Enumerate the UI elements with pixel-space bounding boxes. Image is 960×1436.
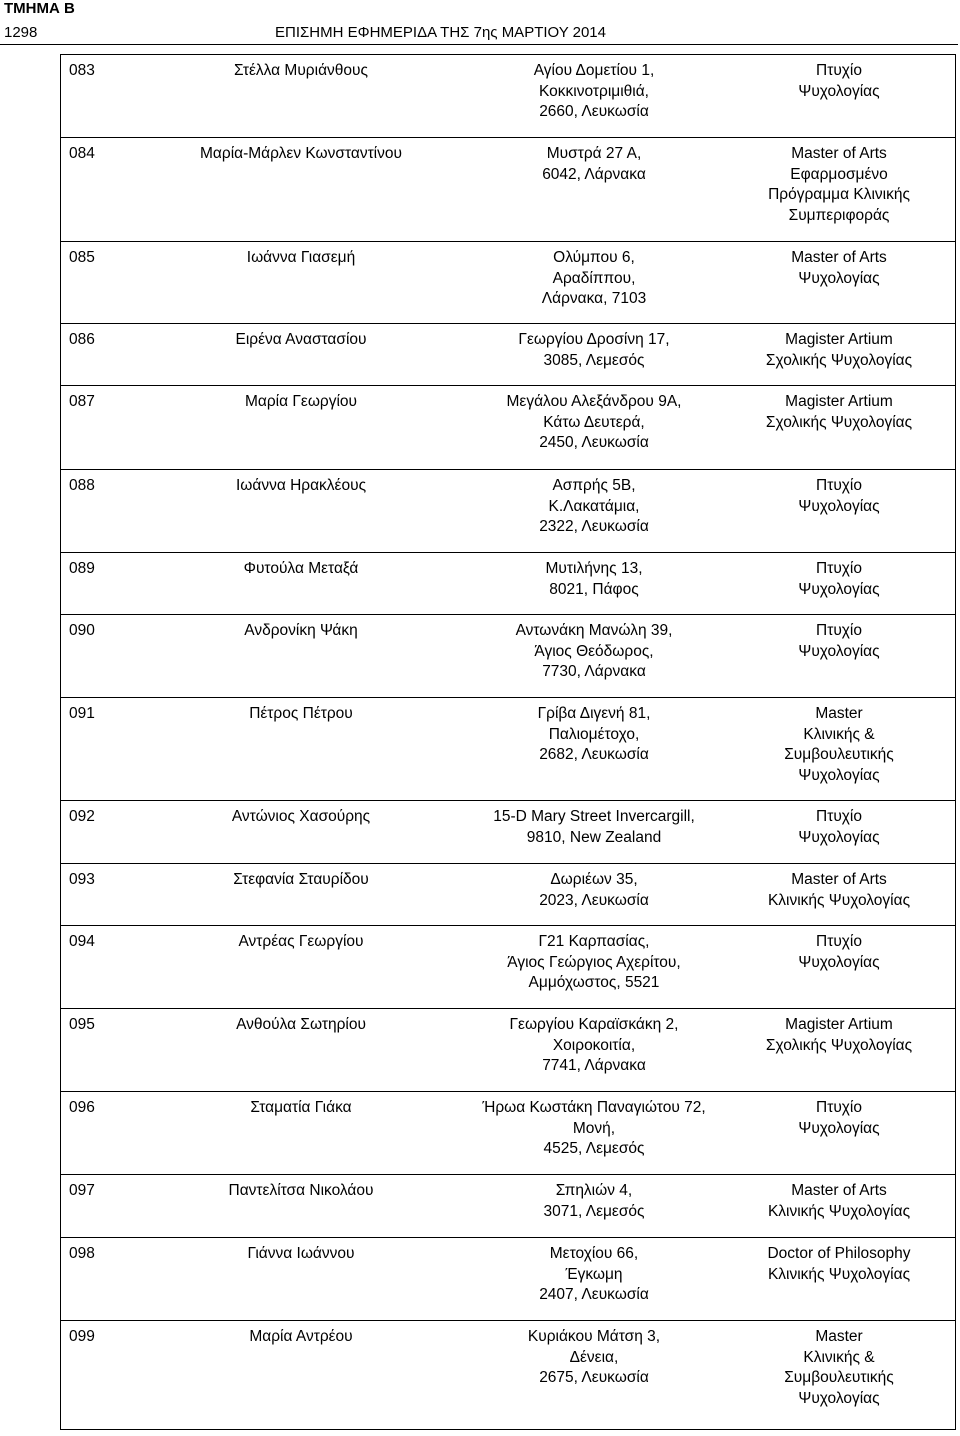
person-name: Στεφανία Σταυρίδου xyxy=(233,871,369,888)
degree: Master of Arts Κλινικής Ψυχολογίας xyxy=(767,1182,911,1220)
row-number: 096 xyxy=(69,1099,95,1116)
person-name: Σταματία Γιάκα xyxy=(250,1099,352,1116)
degree: Πτυχίο Ψυχολογίας xyxy=(798,477,880,515)
degree: Πτυχίο Ψυχολογίας xyxy=(798,933,880,971)
person-name: Μαρία Αντρέου xyxy=(249,1328,353,1345)
row-number: 091 xyxy=(69,705,95,722)
person-name: Πέτρος Πέτρου xyxy=(249,705,353,722)
section-label: ΤΜΗΜΑ Β xyxy=(4,0,75,17)
person-name: Στέλλα Μυριάνθους xyxy=(234,62,368,79)
address: Γρίβα Διγενή 81, Παλιομέτοχο, 2682, Λευκωσία xyxy=(537,705,651,764)
address: Μυστρά 27 Α, 6042, Λάρνακα xyxy=(542,145,646,183)
degree: Magister Artium Σχολικής Ψυχολογίας xyxy=(765,393,913,431)
address: Μεγάλου Αλεξάνδρου 9Α, Κάτω Δευτερά, 2450, Λευκωσία xyxy=(506,393,682,452)
address: 15-D Mary Street Invercargill, 9810, New Zealand xyxy=(493,808,695,846)
row-number: 099 xyxy=(69,1328,95,1345)
row-number: 088 xyxy=(69,477,95,494)
address: Αντωνάκη Μανώλη 39, Άγιος Θεόδωρος, 7730, Λάρνακα xyxy=(515,622,673,681)
degree: Master Κλινικής & Συμβουλευτικής Ψυχολογίας xyxy=(784,705,894,784)
table-row xyxy=(61,55,955,137)
person-name: Μαρία-Μάρλεν Κωνσταντίνου xyxy=(200,145,402,162)
person-name: Παντελίτσα Νικολάου xyxy=(228,1182,374,1199)
registry-table xyxy=(60,54,956,1430)
person-name: Αντώνιος Χασούρης xyxy=(231,808,371,825)
table-row xyxy=(61,469,955,553)
person-name: Μαρία Γεωργίου xyxy=(244,393,358,410)
row-number: 092 xyxy=(69,808,95,825)
degree: Master of Arts Ψυχολογίας xyxy=(791,249,887,287)
row-number: 095 xyxy=(69,1016,95,1033)
row-number: 097 xyxy=(69,1182,95,1199)
page-number: 1298 xyxy=(4,24,38,41)
address: Μετοχίου 66, Έγκωμη 2407, Λευκωσία xyxy=(539,1245,649,1304)
address: Ήρωα Κωστάκη Παναγιώτου 72, Μονή, 4525, Λεμεσός xyxy=(482,1099,706,1158)
person-name: Ειρένα Αναστασίου xyxy=(235,331,367,348)
address: Μυτιλήνης 13, 8021, Πάφος xyxy=(545,560,643,598)
table-row xyxy=(61,863,955,926)
address: Γ21 Καρπασίας, Άγιος Γεώργιος Αχερίτου, Αμμόχωστος, 5521 xyxy=(507,933,681,992)
degree: Πτυχίο Ψυχολογίας xyxy=(798,62,880,100)
degree: Πτυχίο Ψυχολογίας xyxy=(798,808,880,846)
table-row xyxy=(61,1237,955,1321)
table-row xyxy=(61,241,955,324)
address: Ασπρής 5Β, Κ.Λακατάμια, 2322, Λευκωσία xyxy=(539,477,649,536)
row-number: 083 xyxy=(69,62,95,79)
table-row xyxy=(61,614,955,698)
address: Γεωργίου Καραϊσκάκη 2, Χοιροκοιτία, 7741, Λάρνακα xyxy=(509,1016,679,1075)
table-row xyxy=(61,925,955,1009)
table-row xyxy=(61,1008,955,1092)
degree: Πτυχίο Ψυχολογίας xyxy=(798,1099,880,1137)
address: Γεωργίου Δροσίνη 17, 3085, Λεμεσός xyxy=(518,331,670,369)
address: Ολύμπου 6, Αραδίππου, Λάρνακα, 7103 xyxy=(541,249,647,308)
row-number: 086 xyxy=(69,331,95,348)
table-row xyxy=(61,137,955,242)
row-number: 084 xyxy=(69,145,95,162)
person-name: Φυτούλα Μεταξά xyxy=(243,560,359,577)
address: Αγίου Δομετίου 1, Κοκκινοτριμιθιά, 2660, Λευκωσία xyxy=(533,62,655,121)
table-row xyxy=(61,800,955,864)
person-name: Ιωάννα Ηρακλέους xyxy=(235,477,367,494)
person-name: Ιωάννα Γιασεμή xyxy=(246,249,356,266)
row-number: 089 xyxy=(69,560,95,577)
degree: Πτυχίο Ψυχολογίας xyxy=(798,560,880,598)
row-number: 098 xyxy=(69,1245,95,1262)
row-number: 094 xyxy=(69,933,95,950)
degree: Master Κλινικής & Συμβουλευτικής Ψυχολογίας xyxy=(784,1328,894,1407)
gazette-masthead: ΕΠΙΣΗΜΗ ΕΦΗΜΕΡΙΔΑ ΤΗΣ 7ης ΜΑΡΤΙΟΥ 2014 xyxy=(275,24,606,41)
person-name: Γιάννα Ιωάννου xyxy=(247,1245,355,1262)
table-row xyxy=(61,1320,955,1430)
address: Δωριέων 35, 2023, Λευκωσία xyxy=(539,871,649,909)
person-name: Αντρέας Γεωργίου xyxy=(238,933,364,950)
degree: Master of Arts Εφαρμοσμένο Πρόγραμμα Κλινικής Συμπεριφοράς xyxy=(768,145,910,224)
row-number: 093 xyxy=(69,871,95,888)
row-number: 090 xyxy=(69,622,95,639)
degree: Magister Artium Σχολικής Ψυχολογίας xyxy=(765,331,913,369)
degree: Magister Artium Σχολικής Ψυχολογίας xyxy=(765,1016,913,1054)
degree: Πτυχίο Ψυχολογίας xyxy=(798,622,880,660)
row-number: 085 xyxy=(69,249,95,266)
table-row xyxy=(61,697,955,801)
address: Κυριάκου Μάτση 3, Δένεια, 2675, Λευκωσία xyxy=(527,1328,661,1387)
person-name: Ανδρονίκη Ψάκη xyxy=(244,622,358,639)
table-row xyxy=(61,552,955,615)
address: Σπηλιών 4, 3071, Λεμεσός xyxy=(543,1182,645,1220)
table-row xyxy=(61,323,955,386)
table-row xyxy=(61,385,955,470)
row-number: 087 xyxy=(69,393,95,410)
header-rule xyxy=(0,44,958,45)
table-row xyxy=(61,1174,955,1238)
degree: Master of Arts Κλινικής Ψυχολογίας xyxy=(767,871,911,909)
person-name: Ανθούλα Σωτηρίου xyxy=(236,1016,366,1033)
table-row xyxy=(61,1091,955,1175)
degree: Doctor of Philosophy Κλινικής Ψυχολογίας xyxy=(767,1245,911,1283)
